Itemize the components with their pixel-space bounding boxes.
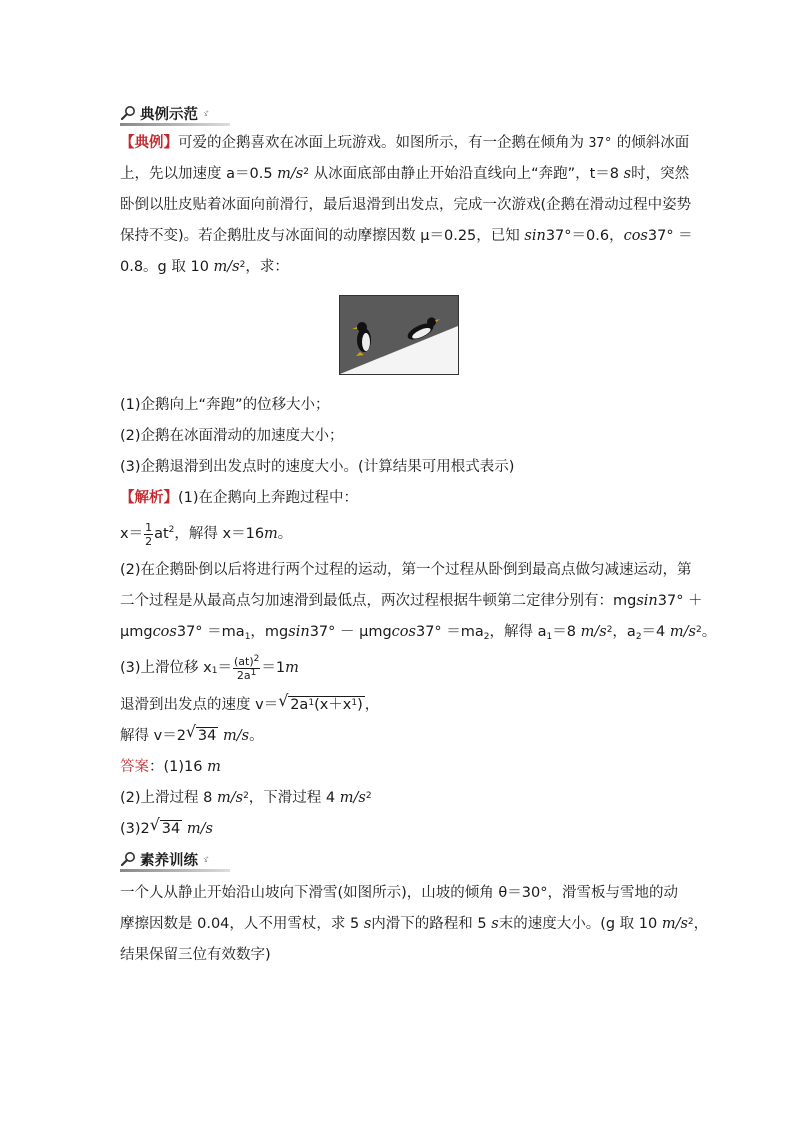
penguin-slope-image xyxy=(339,295,459,375)
magnifier-icon xyxy=(120,851,136,867)
fraction-displacement: $\frac{(at)^2}{2a^1}$ xyxy=(233,653,260,682)
section-decoration: ゞ xyxy=(200,855,210,867)
solution-tag: 【解析】 xyxy=(120,490,178,506)
section-underline xyxy=(120,869,230,872)
training-line-1: 一个人从静止开始沿山坡向下滑雪(如图所示)，山坡的倾角 θ＝30°，滑雪板与雪地的动 xyxy=(120,885,678,901)
solution-line-5: $\mu mgcos37^\circ =ma_1$，$mgsin37^\circ - \mu mgcos37^\circ =ma_2$，解得 $a_1=8$ $m/s^2$，$a_2=4$ $m/s^2$。 xyxy=(120,624,717,642)
sqrt-velocity: √ $2a^1(x+x^1)$ xyxy=(278,691,363,713)
answer-line-2: (2)上滑过程 8 $m/s^2$，下滑过程 4 $m/s^2$ xyxy=(120,790,372,806)
solution-line-8: 解得 v＝2 √ 34 m/s。 xyxy=(120,722,264,744)
section-underline xyxy=(120,123,230,126)
training-line-2: 摩擦因数是 0.04，人不用雪杖，求 5 s内滑下的路程和 5 s末的速度大小。(g 取 10 $m/s^2$， xyxy=(120,916,709,932)
question-1: (1)企鹅向上“奔跑”的位移大小； xyxy=(120,397,330,413)
example-line-4: 保持不变)。若企鹅肚皮与冰面间的动摩擦因数 μ＝0.25，已知 sin37°＝0.6，cos37° ＝ xyxy=(120,228,693,244)
example-line-1: 【典例】可爱的企鹅喜欢在冰面上玩游戏。如图所示，有一企鹅在倾角为 37° 的倾斜冰面 xyxy=(120,135,690,151)
sqrt-34-answer: √ 34 xyxy=(149,815,181,837)
example-line-2: 上，先以加速度 a＝0.5 $m/s^2$ 从冰面底部由静止开始沿直线向上“奔跑”，t＝8 s时，突然 xyxy=(120,166,690,182)
answer-line-1: 答案：(1)16 m xyxy=(120,759,221,775)
example-line-5: 0.8。g 取 10 $m/s^2$，求： xyxy=(120,259,289,275)
training-line-3: 结果保留三位有效数字) xyxy=(120,947,271,963)
example-line-3: 卧倒以肚皮贴着冰面向前滑行，最后退滑到出发点，完成一次游戏(企鹅在滑动过程中姿势 xyxy=(120,197,692,213)
sqrt-34: √ 34 xyxy=(185,722,217,744)
solution-line-7: 退滑到出发点的速度 v＝ √ $2a^1(x+x^1)$ ， xyxy=(120,691,380,713)
answer-tag: 答案 xyxy=(120,759,149,775)
section-title: 典例示范 xyxy=(140,106,198,123)
solution-line-3: (2)在企鹅卧倒以后将进行两个过程的运动，第一个过程从卧倒到最高点做匀减速运动，第 xyxy=(120,562,692,578)
section-header-example xyxy=(120,102,210,124)
section-header-training xyxy=(120,848,210,870)
example-tag: 【典例】 xyxy=(120,135,178,151)
solution-line-4: 二个过程是从最高点匀加速滑到最低点，两次过程根据牛顿第二定律分别有：mgsin37° ＋ xyxy=(120,593,703,609)
section-decoration: ゞ xyxy=(200,109,210,121)
solution-line-1: 【解析】(1)在企鹅向上奔跑过程中： xyxy=(120,490,359,506)
answer-line-3: (3)2 √ 34 m/s xyxy=(120,815,213,837)
solution-line-6: (3)上滑位移 x $_1$ ＝ $\frac{(at)^2}{2a^1}$ ＝1 m xyxy=(120,653,299,682)
solution-line-2: x＝ $\frac{1}{2}$ at $^2$ ，解得 x＝16 m 。 xyxy=(120,520,293,548)
penguin-illustration xyxy=(340,296,458,374)
magnifier-icon xyxy=(120,105,136,121)
fraction-half: $\frac{1}{2}$ xyxy=(145,520,153,548)
section-title: 素养训练 xyxy=(140,852,198,869)
question-2: (2)企鹅在冰面滑动的加速度大小； xyxy=(120,428,344,444)
question-3: (3)企鹅退滑到出发点时的速度大小。(计算结果可用根式表示) xyxy=(120,459,515,475)
